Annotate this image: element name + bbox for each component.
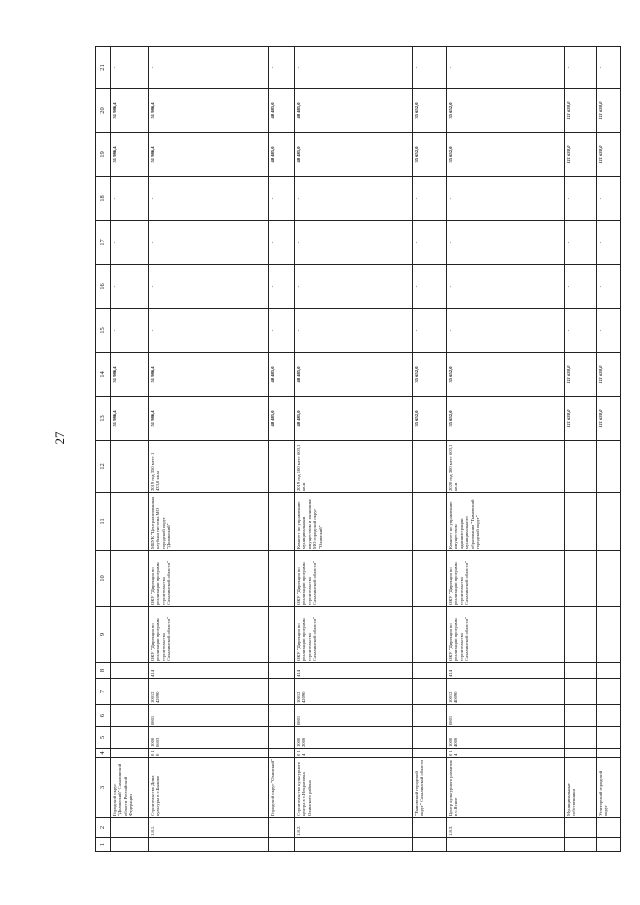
column-number-cell: 10	[96, 551, 111, 607]
table-cell: 48 485,0	[295, 397, 413, 441]
table-cell: 51 986,4	[111, 89, 149, 133]
table-cell	[111, 551, 149, 607]
table-cell	[565, 727, 597, 749]
column-number-cell: 5	[96, 727, 111, 749]
column-number-cell: 16	[96, 265, 111, 309]
table-cell	[111, 493, 149, 551]
table-cell: 1.8.3.	[447, 818, 565, 838]
table-cell	[269, 705, 295, 727]
table-cell: МБУК "Централизованная клубная система МО городской округ "Долинский"	[149, 493, 269, 551]
column-number-cell: 17	[96, 221, 111, 265]
table-cell: -	[295, 265, 413, 309]
table-cell: 35 652,0	[447, 89, 565, 133]
column-number-cell: 9	[96, 607, 111, 663]
table-cell: -	[295, 221, 413, 265]
table-cell: 111 630,0	[565, 133, 597, 177]
table-row-item	[447, 47, 565, 852]
table-cell	[447, 838, 565, 852]
table-cell	[597, 663, 621, 679]
column-number-cell: 12	[96, 441, 111, 493]
table-cell: -	[111, 265, 149, 309]
table-row-total	[269, 47, 295, 852]
column-number-cell: 14	[96, 353, 111, 397]
column-number-cell: 1	[96, 838, 111, 852]
table-cell: Муниципальные собственники	[565, 758, 597, 818]
column-number-cell: 20	[96, 89, 111, 133]
table-cell: -	[149, 47, 269, 89]
table-cell: 48 485,0	[269, 397, 295, 441]
table-cell: -	[413, 177, 447, 221]
table-cell: 10012 42090	[149, 679, 269, 705]
table-cell: -	[447, 177, 565, 221]
table-cell: 10012 42090	[295, 679, 413, 705]
column-number-cell: 2	[96, 818, 111, 838]
column-number-cell: 15	[96, 309, 111, 353]
table-cell: 0801	[295, 705, 413, 727]
table-cell: -	[597, 265, 621, 309]
table-cell: 111 630,0	[597, 397, 621, 441]
table-cell: -	[413, 309, 447, 353]
budget-table	[95, 46, 621, 852]
page-number: 27	[52, 431, 67, 445]
table-cell: 51 986,4	[149, 353, 269, 397]
column-number-cell: 11	[96, 493, 111, 551]
table-cell	[565, 679, 597, 705]
table-cell	[111, 441, 149, 493]
table-cell	[565, 493, 597, 551]
table-cell	[413, 663, 447, 679]
table-cell: 48 485,0	[269, 89, 295, 133]
table-cell: 111 630,0	[597, 133, 621, 177]
table-cell	[413, 493, 447, 551]
table-cell: ОКУ "Дирекция по реализации программ строительства Сахалинской области"	[149, 607, 269, 663]
table-cell: Комитет по управлению муниципальным имуществом и экономике МО городской округ "Охинский"	[295, 493, 413, 551]
table-cell: 51 986,4	[149, 397, 269, 441]
table-cell	[149, 838, 269, 852]
table-cell	[413, 838, 447, 852]
table-cell: -	[149, 221, 269, 265]
table-cell: 35 652,0	[413, 397, 447, 441]
table-cell: Комитет по управлению имуществом администрации муниципального образования "Тымовский городской округ"	[447, 493, 565, 551]
table-row-item	[149, 47, 269, 852]
table-sheet	[95, 52, 609, 852]
table-cell: 35 652,0	[413, 89, 447, 133]
table-cell: 111 630,0	[597, 89, 621, 133]
table-cell: -	[597, 177, 621, 221]
table-row-total	[597, 47, 621, 852]
table-cell: -	[149, 177, 269, 221]
table-cell: 2019 год 350 мест 1 433,8 кв.м	[149, 441, 269, 493]
table-cell: 48 485,0	[269, 133, 295, 177]
table-cell: -	[597, 309, 621, 353]
table-cell	[111, 749, 149, 758]
table-cell	[597, 727, 621, 749]
table-cell	[597, 818, 621, 838]
table-cell	[597, 441, 621, 493]
table-cell	[269, 749, 295, 758]
table-cell	[111, 727, 149, 749]
table-cell	[269, 551, 295, 607]
table-cell: -	[269, 265, 295, 309]
table-cell: -	[111, 221, 149, 265]
table-cell: 35 652,0	[413, 353, 447, 397]
table-cell: -	[111, 309, 149, 353]
table-cell: 0801	[447, 705, 565, 727]
table-cell	[413, 749, 447, 758]
table-cell: -	[565, 47, 597, 89]
table-cell: -	[447, 309, 565, 353]
table-row-item	[295, 47, 413, 852]
table-cell: Углегорский городской округ	[597, 758, 621, 818]
table-cell: 51 986,4	[111, 353, 149, 397]
table-cell: Центр культурного развития в с.Ясное	[447, 758, 565, 818]
table-cell: "Тымовский городской округ" Сахалинской области	[413, 758, 447, 818]
table-cell: ОКУ "Дирекция по реализации программ строительства Сахалинской области"	[149, 551, 269, 607]
table-cell: 51 986,4	[149, 133, 269, 177]
table-cell: -	[413, 265, 447, 309]
table-cell: 48 485,0	[295, 353, 413, 397]
table-cell: 111 630,0	[565, 353, 597, 397]
table-cell: -	[269, 177, 295, 221]
table-cell	[597, 838, 621, 852]
table-cell	[269, 663, 295, 679]
table-cell: 51 986,4	[111, 397, 149, 441]
table-cell	[269, 607, 295, 663]
table-cell	[413, 727, 447, 749]
column-number-row	[96, 47, 111, 852]
table-cell	[565, 818, 597, 838]
table-cell	[565, 838, 597, 852]
table-cell: ОКУ "Дирекция по реализации программ строительства Сахалинской области"	[447, 551, 565, 607]
column-number-cell: 7	[96, 679, 111, 705]
table-cell	[111, 818, 149, 838]
table-cell: 1000 2000	[295, 727, 413, 749]
table-cell	[269, 441, 295, 493]
table-cell: 1000 4000	[447, 727, 565, 749]
table-cell: 2019 год 100 мест 603,1 кв.м	[295, 441, 413, 493]
table-cell: 51 986,4	[111, 133, 149, 177]
table-cell: 414	[149, 663, 269, 679]
table-cell: 111 630,0	[597, 353, 621, 397]
table-cell: Городской округ "Охинский"	[269, 758, 295, 818]
table-cell	[597, 551, 621, 607]
rotated-table-frame	[95, 52, 609, 852]
table-cell: 51 986,4	[149, 89, 269, 133]
table-cell	[597, 749, 621, 758]
table-cell	[565, 551, 597, 607]
table-cell: -	[597, 47, 621, 89]
table-cell: -	[565, 177, 597, 221]
table-cell	[565, 705, 597, 727]
table-cell: -	[565, 309, 597, 353]
column-number-cell: 3	[96, 758, 111, 818]
table-cell: 1.8.2.	[295, 818, 413, 838]
table-cell: 1000 0603	[149, 727, 269, 749]
column-number-cell: 19	[96, 133, 111, 177]
column-number-cell: 6	[96, 705, 111, 727]
table-row-total	[111, 47, 149, 852]
column-number-cell: 13	[96, 397, 111, 441]
table-cell: 0 1 0	[149, 749, 269, 758]
table-cell	[111, 705, 149, 727]
table-cell: -	[295, 47, 413, 89]
table-cell: 0 1 4	[447, 749, 565, 758]
table-cell: -	[597, 221, 621, 265]
table-cell	[269, 493, 295, 551]
table-cell	[565, 441, 597, 493]
table-cell: -	[565, 221, 597, 265]
table-row-total	[413, 47, 447, 852]
table-cell: Городской округ "Долинский" Сахалинской области Российской Федерации	[111, 758, 149, 818]
table-row-total	[565, 47, 597, 852]
table-cell	[269, 838, 295, 852]
table-cell: 2020 год 300 мест 603,1 кв.м	[447, 441, 565, 493]
table-cell: -	[447, 47, 565, 89]
column-number-cell: 8	[96, 663, 111, 679]
table-cell	[269, 679, 295, 705]
table-cell: 35 652,0	[447, 133, 565, 177]
column-number-cell: 21	[96, 47, 111, 89]
table-cell	[413, 818, 447, 838]
column-number-cell: 18	[96, 177, 111, 221]
table-cell: -	[447, 265, 565, 309]
table-cell: -	[413, 221, 447, 265]
table-cell	[111, 838, 149, 852]
table-cell	[565, 607, 597, 663]
table-cell	[413, 551, 447, 607]
table-cell: ОКУ "Дирекция по реализации программ строительства Сахалинской области"	[295, 551, 413, 607]
table-cell: -	[269, 309, 295, 353]
table-cell: 111 630,0	[565, 397, 597, 441]
column-number-cell: 4	[96, 749, 111, 758]
table-cell: -	[295, 309, 413, 353]
table-cell: 414	[295, 663, 413, 679]
table-cell: -	[111, 177, 149, 221]
table-cell: 0 1 4	[295, 749, 413, 758]
table-cell: 10012 40090	[447, 679, 565, 705]
table-cell	[111, 679, 149, 705]
table-cell	[565, 663, 597, 679]
table-cell	[111, 663, 149, 679]
table-cell	[269, 818, 295, 838]
table-cell: 48 485,0	[295, 133, 413, 177]
table-cell	[269, 727, 295, 749]
table-cell: 1.8.1.	[149, 818, 269, 838]
table-cell	[413, 705, 447, 727]
table-cell: 111 630,0	[565, 89, 597, 133]
table-cell: 35 652,0	[447, 353, 565, 397]
table-cell: -	[565, 265, 597, 309]
table-cell: Строительство Дома культуры в с.Быково	[149, 758, 269, 818]
table-cell: -	[111, 47, 149, 89]
table-cell: 48 485,0	[295, 89, 413, 133]
table-cell: ОКУ "Дирекция по реализации программ строительства Сахалинской области"	[295, 607, 413, 663]
table-cell	[413, 607, 447, 663]
table-cell: Строительство культурного центра в с.Некрасовка Охинского района	[295, 758, 413, 818]
table-cell	[413, 441, 447, 493]
table-cell: 35 652,0	[413, 133, 447, 177]
table-cell: -	[269, 221, 295, 265]
table-cell: 48 485,0	[269, 353, 295, 397]
table-cell: -	[295, 177, 413, 221]
table-cell: 414	[447, 663, 565, 679]
table-cell: -	[269, 47, 295, 89]
table-cell: -	[149, 265, 269, 309]
table-cell	[565, 749, 597, 758]
table-cell	[111, 607, 149, 663]
table-cell	[597, 679, 621, 705]
table-cell	[597, 607, 621, 663]
table-cell: 0801	[149, 705, 269, 727]
table-cell	[597, 705, 621, 727]
table-cell: -	[413, 47, 447, 89]
table-cell: ОКУ "Дирекция по реализации программ строительства Сахалинской области"	[447, 607, 565, 663]
table-cell: 35 652,0	[447, 397, 565, 441]
table-cell: -	[149, 309, 269, 353]
table-cell	[597, 493, 621, 551]
table-cell: -	[447, 221, 565, 265]
table-cell	[295, 838, 413, 852]
table-cell	[413, 679, 447, 705]
